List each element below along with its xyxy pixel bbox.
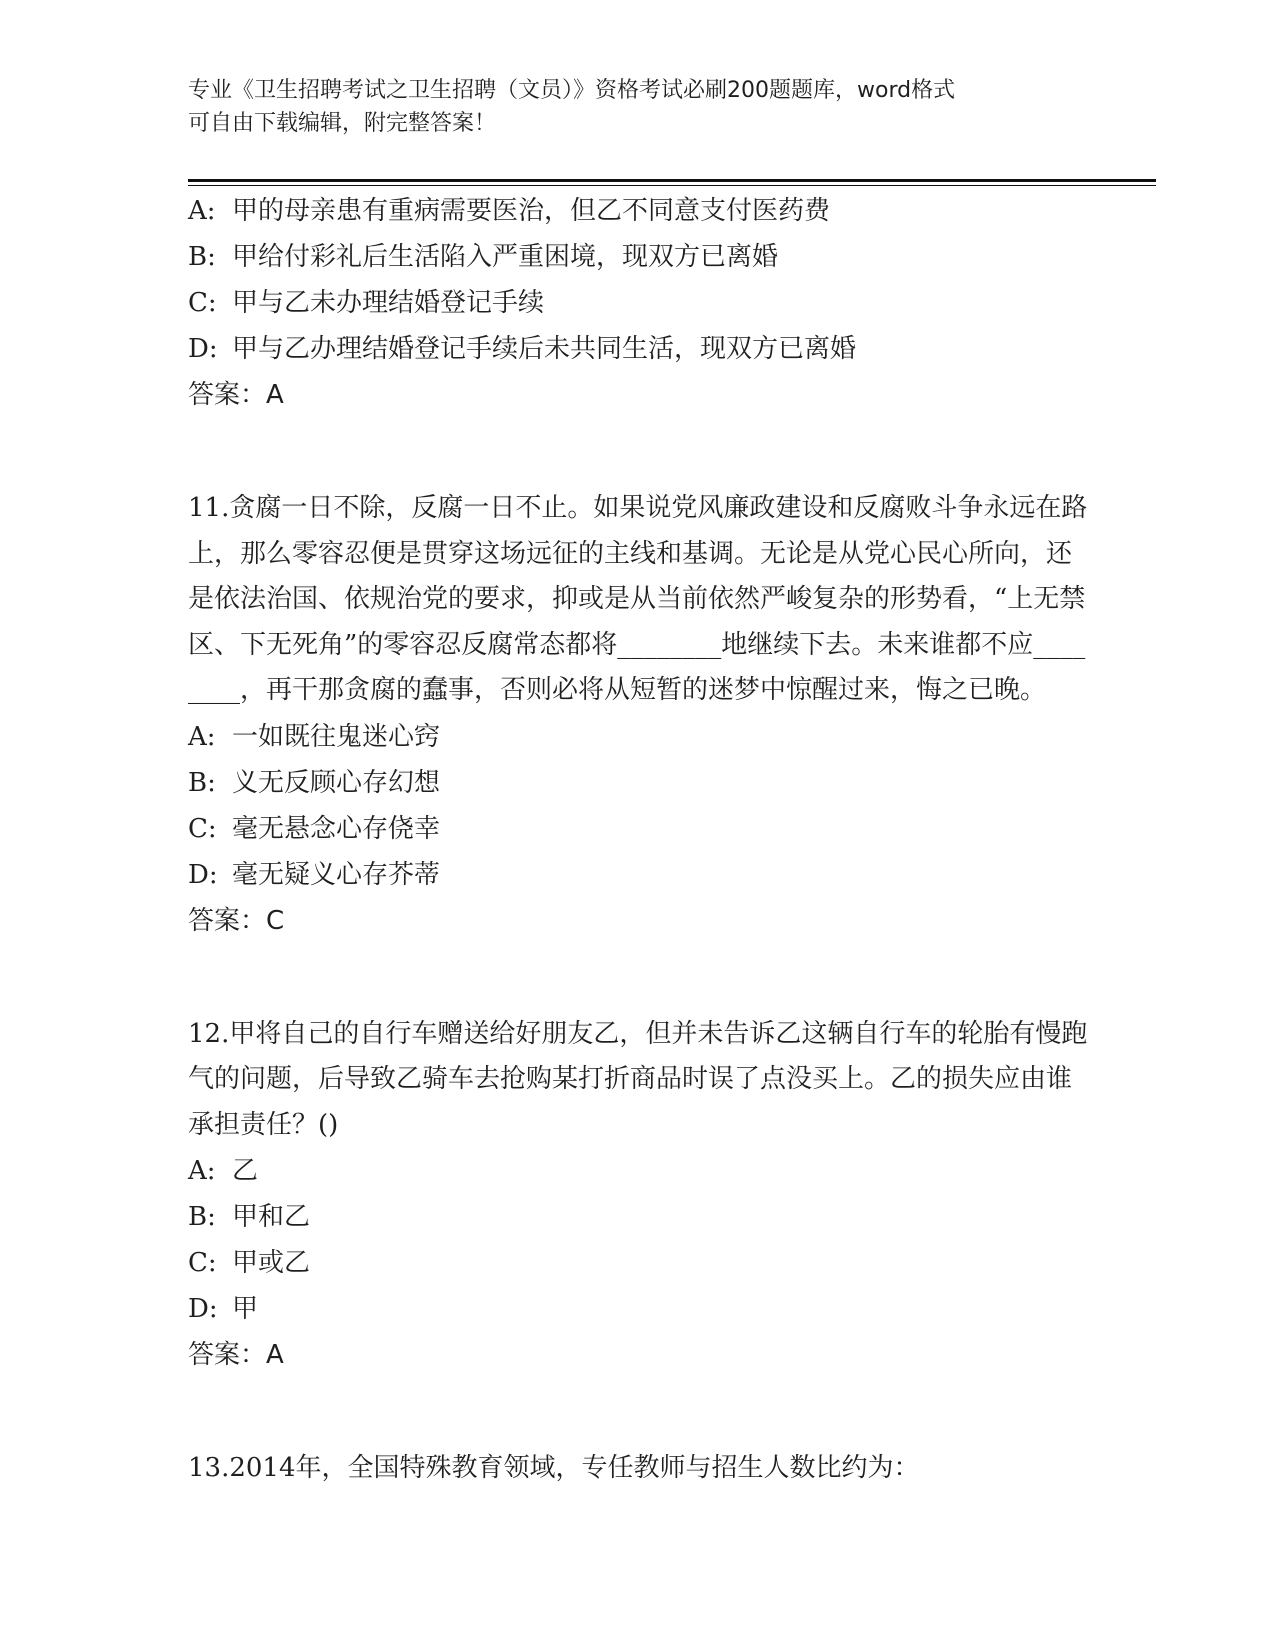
- question-12: [188, 1012, 1088, 1379]
- q10-option-a-text: 甲的母亲患有重病需要医治，但乙不同意支付医药费: [232, 196, 831, 226]
- q10-option-c: [188, 280, 1088, 326]
- q10-option-d-letter: D:: [188, 334, 218, 364]
- q12-option-d-letter: D:: [188, 1294, 218, 1324]
- header-divider-thick: [188, 179, 1156, 182]
- question-10: [188, 188, 1088, 418]
- q12-option-d: [188, 1286, 1088, 1332]
- q11-option-c: [188, 806, 1088, 852]
- header-divider-thin: [188, 185, 1156, 186]
- q12-answer: 答案：A: [188, 1340, 284, 1370]
- document-header: [188, 74, 1068, 140]
- question-spacer: [188, 1378, 1088, 1446]
- q11-stem: 11.贪腐一日不除，反腐一日不止。如果说党风廉政建设和反腐败斗争永远在路上，那么零容忍便是贯穿这场远征的主线和基调。无论是从党心民心所向，还是依法治国、依规治党的要求，抑或是从当前依然严峻复杂的形势看，“上无禁区、下无死角”的零容忍反腐常态都将________地继续下去。未来谁都不应________，再干那贪腐的蠢事，否则必将从短暂的迷梦中惊醒过来，悔之已晚。: [188, 493, 1088, 705]
- header-title-line-1: 专业《卫生招聘考试之卫生招聘（文员）》资格考试必刷200题题库，word格式: [188, 78, 956, 103]
- q12-option-b: [188, 1194, 1088, 1240]
- q12-stem: 12.甲将自己的自行车赠送给好朋友乙，但并未告诉乙这辆自行车的轮胎有慢跑气的问题，后导致乙骑车去抢购某打折商品时误了点没买上。乙的损失应由谁承担责任？(): [188, 1018, 1088, 1140]
- q10-option-b-letter: B:: [188, 242, 216, 272]
- q10-option-c-letter: C:: [188, 288, 217, 318]
- q11-option-c-letter: C:: [188, 813, 217, 844]
- q11-option-c-text: 毫无悬念心存侥幸: [232, 813, 441, 844]
- q11-option-d-letter: D:: [188, 859, 218, 890]
- q10-option-c-text: 甲与乙未办理结婚登记手续: [232, 288, 545, 318]
- q11-option-b: [188, 760, 1088, 806]
- q12-option-a-text: 乙: [232, 1156, 259, 1186]
- q12-option-b-text: 甲和乙: [232, 1202, 311, 1232]
- q11-option-a-letter: A:: [188, 721, 216, 752]
- q11-answer: 答案：C: [188, 905, 285, 936]
- question-13: [188, 1446, 1088, 1492]
- q12-option-c-text: 甲或乙: [232, 1248, 311, 1278]
- question-spacer: [188, 418, 1088, 486]
- q11-option-a: [188, 714, 1088, 760]
- q10-option-a-letter: A:: [188, 196, 216, 226]
- q12-option-b-letter: B:: [188, 1202, 216, 1232]
- q11-option-a-text: 一如既往鬼迷心窍: [232, 721, 441, 752]
- document-body: [188, 188, 1088, 1492]
- question-spacer: [188, 944, 1088, 1012]
- header-title-line-2: 可自由下载编辑，附完整答案！: [188, 111, 497, 136]
- q10-option-a: [188, 188, 1088, 234]
- q12-option-c-letter: C:: [188, 1248, 217, 1278]
- q12-option-a: [188, 1148, 1088, 1194]
- q10-option-d-text: 甲与乙办理结婚登记手续后未共同生活，现双方已离婚: [232, 334, 857, 364]
- q10-option-b-text: 甲给付彩礼后生活陷入严重困境，现双方已离婚: [232, 242, 779, 272]
- question-11: [188, 486, 1088, 944]
- q12-option-c: [188, 1240, 1088, 1286]
- q10-option-d: [188, 326, 1088, 372]
- q12-option-a-letter: A:: [188, 1156, 216, 1186]
- q13-stem: 13.2014年，全国特殊教育领域，专任教师与招生人数比约为：: [188, 1453, 920, 1483]
- q11-option-d-text: 毫无疑义心存芥蒂: [232, 859, 441, 890]
- q11-option-b-letter: B:: [188, 767, 216, 798]
- q10-answer: 答案：A: [188, 380, 284, 410]
- q11-option-b-text: 义无反顾心存幻想: [232, 767, 441, 798]
- q12-option-d-text: 甲: [232, 1294, 259, 1324]
- q10-option-b: [188, 234, 1088, 280]
- q11-option-d: [188, 852, 1088, 898]
